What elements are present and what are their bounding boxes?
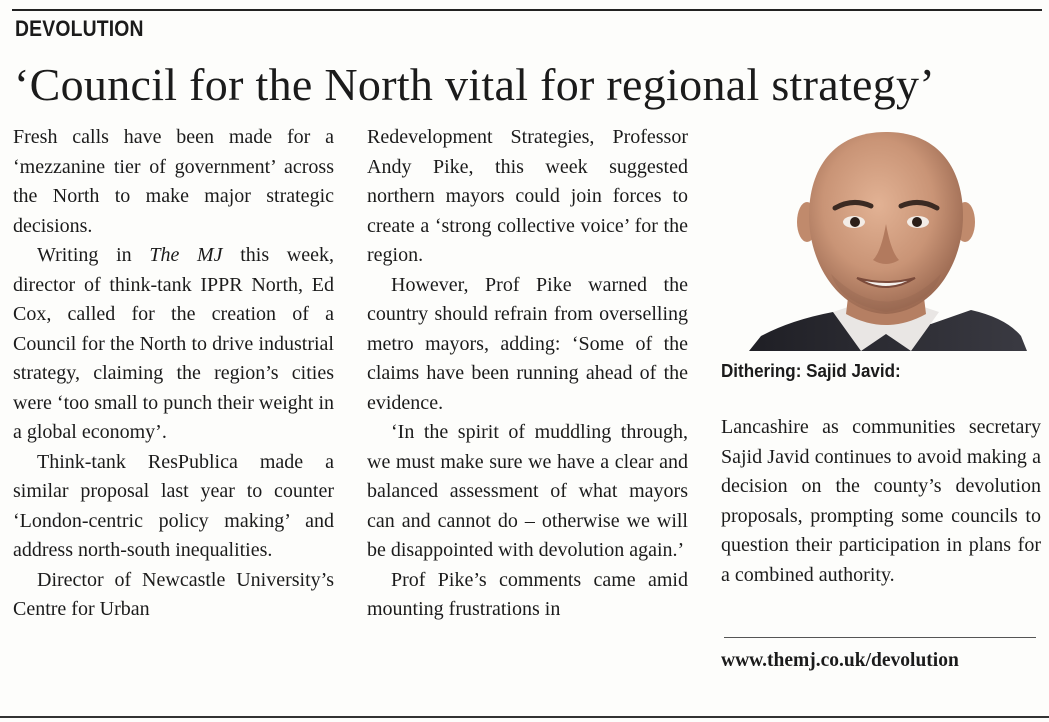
caption-body xyxy=(721,413,1041,590)
photo-caption: Dithering: Sajid Javid: xyxy=(721,360,901,381)
publication-name: The MJ xyxy=(149,244,223,266)
text-run: this week, director of think-tank IPPR North, Ed Cox, called for the creation of a Council for the North to drive industrial strategy, claiming the region’s cities were ‘too small to punch their weight in a global economy’. xyxy=(13,244,334,443)
paragraph: Redevelopment Strategies, Professor Andy Pike, this week suggested northern mayors could join forces to create a ‘strong collective voice’ for the region. xyxy=(367,126,688,266)
headline: ‘Council for the North vital for regional strategy’ xyxy=(14,59,935,110)
paragraph: ‘In the spirit of muddling through, we must make sure we have a clear and balanced assessment of what mayors can and cannot do – otherwise we will be disappointed with devolution again.’ xyxy=(367,421,688,561)
paragraph: However, Prof Pike warned the country should refrain from overselling metro mayors, adding: ‘Some of the claims have been running ahead of the evidence. xyxy=(367,273,688,414)
devolution-link[interactable]: www.themj.co.uk/devolution xyxy=(721,650,959,671)
top-rule xyxy=(12,9,1042,11)
paragraph: Fresh calls have been made for a ‘mezzanine tier of government’ across the North to make major strategic decisions. xyxy=(13,126,334,237)
article-column-3 xyxy=(721,123,1041,683)
link-divider xyxy=(724,637,1036,638)
paragraph: Director of Newcastle University’s Centre for Urban xyxy=(13,568,334,620)
text-run: Writing in xyxy=(37,244,150,266)
paragraph: Prof Pike’s comments came amid mounting frustrations in xyxy=(367,568,688,620)
paragraph: Lancashire as communities secretary Sajid Javid continues to avoid making a decision on the county’s devolution proposals, prompting some councils to question their participation in plans for a combined authority. xyxy=(721,416,1041,586)
bottom-rule xyxy=(0,716,1049,718)
paragraph xyxy=(13,241,334,448)
article-column-2 xyxy=(367,123,688,683)
paragraph: Think-tank ResPublica made a similar proposal last year to counter ‘London-centric policy making’ and address north-south inequalities. xyxy=(13,450,334,561)
article-column-1 xyxy=(13,123,334,683)
section-label: DEVOLUTION xyxy=(15,16,144,41)
